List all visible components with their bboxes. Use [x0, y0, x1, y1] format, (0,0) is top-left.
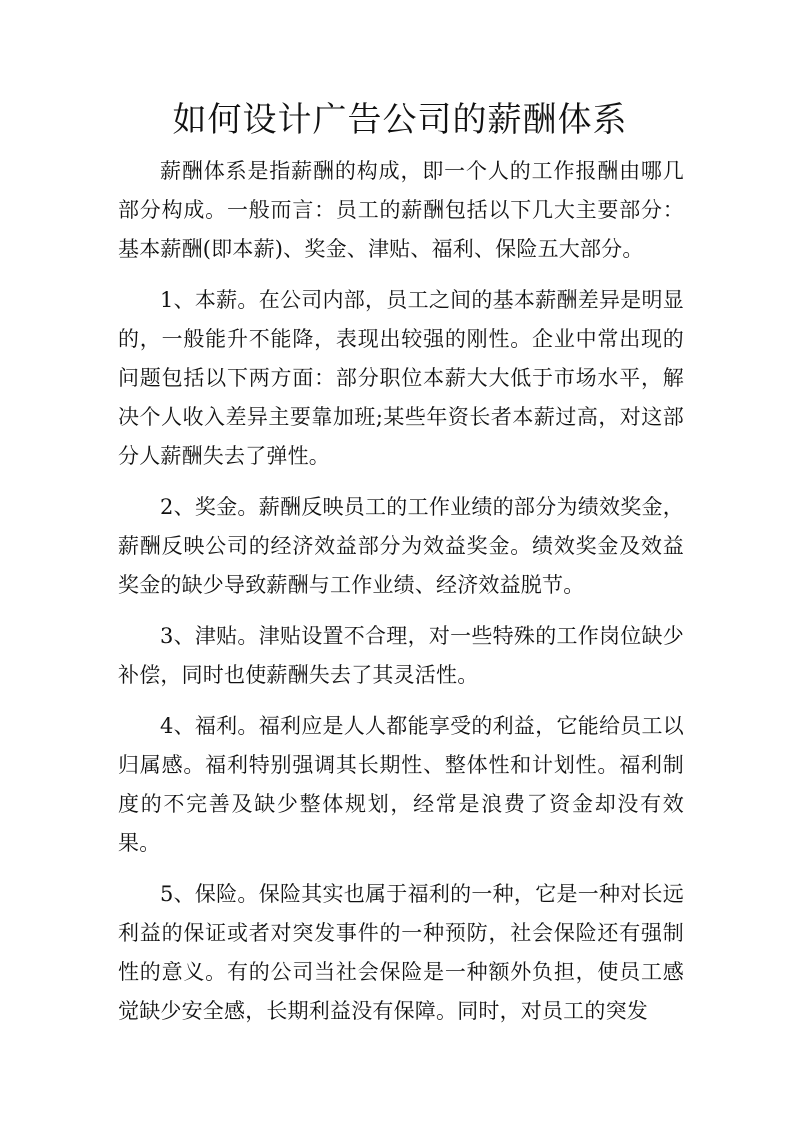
- paragraph-welfare: 4、福利。福利应是人人都能享受的利益，它能给员工以归属感。福利特别强调其长期性、整体性和计划性。福利制度的不完善及缺少整体规划，经常是浪费了资金却没有效果。: [118, 714, 684, 855]
- document-body: [118, 152, 684, 1043]
- document-title: 如何设计广告公司的薪酬体系: [172, 100, 628, 140]
- paragraph-intro: 薪酬体系是指薪酬的构成，即一个人的工作报酬由哪几部分构成。一般而言：员工的薪酬包括以下几大主要部分：基本薪酬(即本薪)、奖金、津贴、福利、保险五大部分。: [118, 159, 684, 261]
- paragraph-allowance: 3、津贴。津贴设置不合理，对一些特殊的工作岗位缺少补偿，同时也使薪酬失去了其灵活性。: [118, 624, 684, 687]
- paragraph-bonus: 2、奖金。薪酬反映员工的工作业绩的部分为绩效奖金，薪酬反映公司的经济效益部分为效益奖金。绩效奖金及效益奖金的缺少导致薪酬与工作业绩、经济效益脱节。: [118, 495, 684, 597]
- paragraph-base-salary: 1、本薪。在公司内部，员工之间的基本薪酬差异是明显的，一般能升不能降，表现出较强的刚性。企业中常出现的问题包括以下两方面：部分职位本薪大大低于市场水平，解决个人收入差异主要靠加班;某些年资长者本薪过高，对这部分人薪酬失去了弹性。: [118, 288, 684, 468]
- paragraph-insurance: 5、保险。保险其实也属于福利的一种，它是一种对长远利益的保证或者对突发事件的一种预防，社会保险还有强制性的意义。有的公司当社会保险是一种额外负担，使员工感觉缺少安全感，长期利益没有保障。同时，对员工的突发: [118, 882, 684, 1023]
